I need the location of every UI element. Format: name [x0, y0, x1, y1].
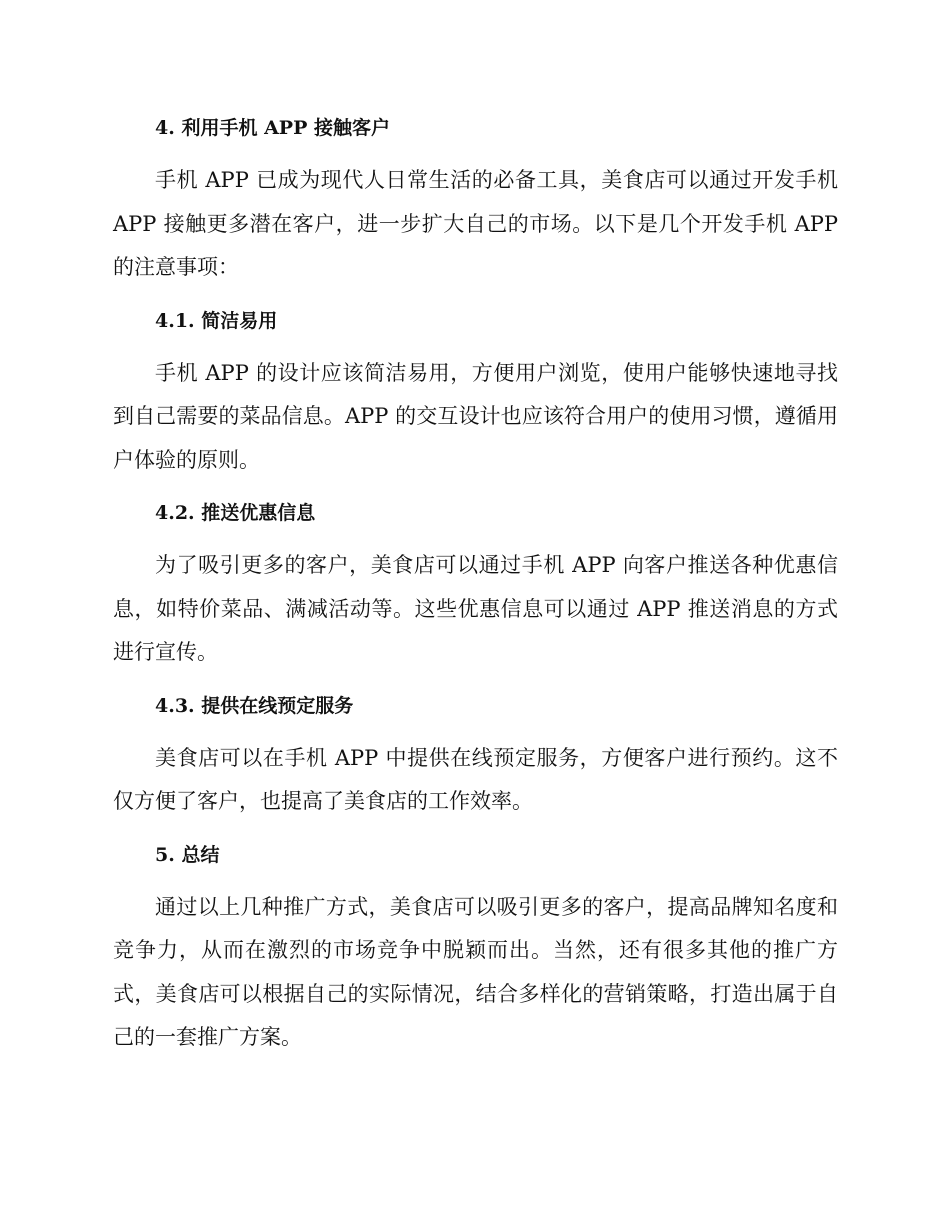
- section-heading-4-2: 4.2. 推送优惠信息: [155, 502, 316, 524]
- section-heading-4-3: 4.3. 提供在线预定服务: [155, 694, 354, 717]
- section-paragraph-4: 手机 APP 已成为现代人日常生活的必备工具，美食店可以通过开发手机 APP 接触更多潜在客户，进一步扩大自己的市场。以下是几个开发手机 APP 的注意事项：: [113, 168, 838, 279]
- section-paragraph-4-3: 美食店可以在手机 APP 中提供在线预定服务，方便客户进行预约。这不仅方便了客户，也提高了美食店的工作效率。: [113, 745, 838, 813]
- section-heading-4-1: 4.1. 简洁易用: [155, 309, 278, 332]
- section-paragraph-5: 通过以上几种推广方式，美食店可以吸引更多的客户，提高品牌知名度和竞争力，从而在激烈的市场竞争中脱颖而出。当然，还有很多其他的推广方式，美食店可以根据自己的实际情况，结合多样化的营销策略，打造出属于自己的一套推广方案。: [113, 894, 838, 1049]
- section-paragraph-4-2: 为了吸引更多的客户，美食店可以通过手机 APP 向客户推送各种优惠信息，如特价菜品、满减活动等。这些优惠信息可以通过 APP 推送消息的方式进行宣传。: [113, 553, 838, 664]
- document-body: [113, 108, 838, 1060]
- section-heading-4: 4. 利用手机 APP 接触客户: [155, 117, 390, 139]
- section-heading-5: 5. 总结: [155, 843, 220, 866]
- section-paragraph-4-1: 手机 APP 的设计应该简洁易用，方便用户浏览，使用户能够快速地寻找到自己需要的菜品信息。APP 的交互设计也应该符合用户的使用习惯，遵循用户体验的原则。: [113, 360, 838, 472]
